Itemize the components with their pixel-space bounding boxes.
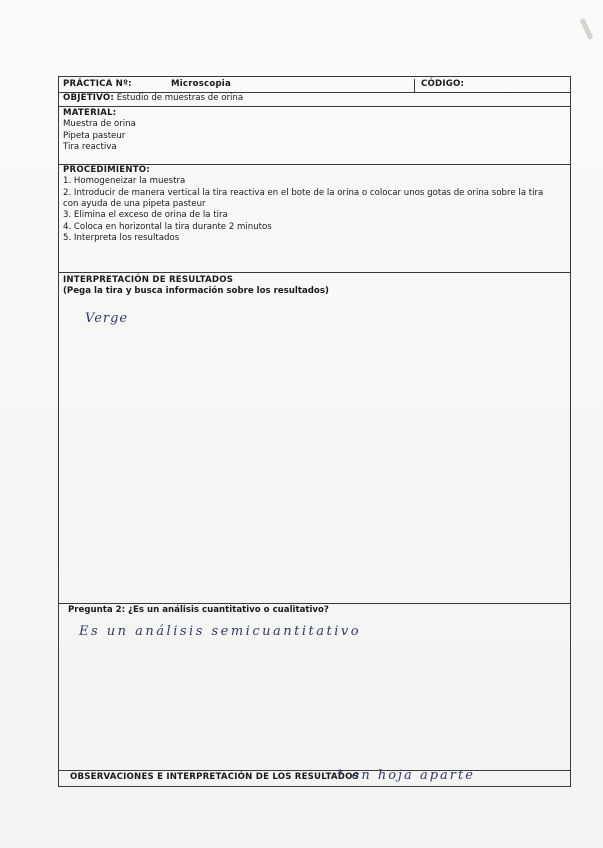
objetivo-label: OBJETIVO: xyxy=(63,93,115,103)
observaciones-row xyxy=(59,772,570,783)
handwritten-answer: Es un análisis semicuantitativo xyxy=(79,624,362,639)
lab-form xyxy=(58,76,571,787)
procedimiento-section xyxy=(59,165,570,244)
procedure-step: 3. Elimina el exceso de orina de la tira xyxy=(63,210,228,221)
interpretacion-subtitle: (Pega la tira y busca información sobre los resultados) xyxy=(63,286,329,297)
observaciones-label: OBSERVACIONES E INTERPRETACIÓN DE LOS RESULTADOS xyxy=(70,772,359,782)
interpretacion-section xyxy=(59,275,570,298)
practica-label: PRÁCTICA Nº: xyxy=(63,79,132,89)
codigo-label: CÓDIGO: xyxy=(421,79,465,89)
scan-mark xyxy=(580,18,594,40)
objetivo-value: Estudio de muestras de orina xyxy=(116,93,244,103)
divider xyxy=(59,106,570,107)
material-item: Muestra de orina xyxy=(63,119,136,130)
handwritten-note: * en hoja aparte xyxy=(337,768,475,783)
interpretacion-title: INTERPRETACIÓN DE RESULTADOS xyxy=(63,275,234,285)
objetivo-row xyxy=(59,93,570,104)
procedimiento-label: PROCEDIMIENTO: xyxy=(63,165,150,175)
pregunta-row xyxy=(59,605,570,616)
divider xyxy=(59,603,570,604)
header-row xyxy=(59,79,570,93)
material-section xyxy=(59,108,570,153)
divider xyxy=(59,272,570,273)
procedure-step: 4. Coloca en horizontal la tira durante 2 minutos xyxy=(63,221,272,232)
material-item: Pipeta pasteur xyxy=(63,130,126,141)
material-item: Tira reactiva xyxy=(63,142,117,153)
handwritten-result: Verge xyxy=(85,311,129,326)
material-label: MATERIAL: xyxy=(63,108,117,118)
procedure-step: 2. Introducir de manera vertical la tira reactiva en el bote de la orina o colocar unos gotas de orina sobre la tira xyxy=(63,187,544,198)
codigo-divider xyxy=(414,79,415,93)
practica-value: Microscopia xyxy=(171,79,231,89)
divider xyxy=(59,770,570,771)
pregunta-label: Pregunta 2: ¿Es un análisis cuantitativo o cualitativo? xyxy=(68,605,329,615)
procedure-step: 1. Homogeneizar la muestra xyxy=(63,176,186,187)
procedure-step: con ayuda de una pipeta pasteur xyxy=(63,199,206,210)
procedure-step: 5. Interpreta los resultados xyxy=(63,233,180,244)
